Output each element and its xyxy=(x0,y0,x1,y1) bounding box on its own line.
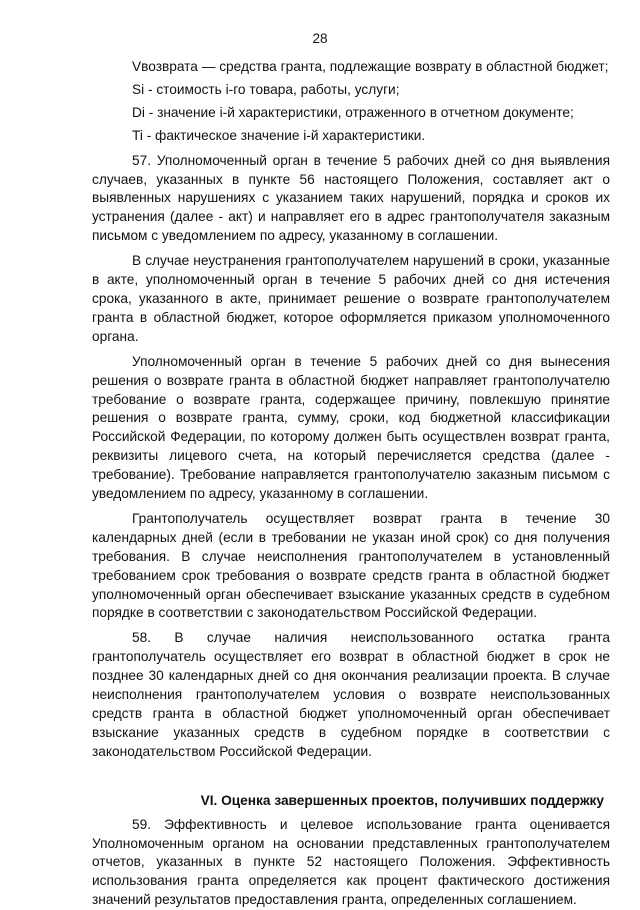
paragraph-requirement: Уполномоченный орган в течение 5 рабочих дней со дня вынесения решения о возврате гранта в областной бюджет направляет грантополучателю требование о возврате гранта, содержащее причину, повлекшую принятие решения о возврате гранта, сумму, сроки, код бюджетной классификации Российской Федерации, по которому должен быть осуществлен возврат гранта, реквизиты лицевого счета, на который перечисляется средства (далее - требование). Требование направляется грантополучателю заказным письмом с уведомлением по адресу, указанному в соглашении. xyxy=(92,353,610,502)
definition-di: Di - значение i-й характеристики, отраженного в отчетном документе; xyxy=(132,104,574,120)
section-heading: VI. Оценка завершенных проектов, получивших поддержку xyxy=(200,792,604,808)
paragraph-refund-term: Грантополучатель осуществляет возврат гранта в течение 30 календарных дней (если в требовании не указан иной срок) со дня получения требования. В случае неисполнения грантополучателем в установленный требованием срок требования о возврате средств гранта в областной бюджет уполномоченный орган обеспечивает взыскание указанных средств в судебном порядке в соответствии с законодательством Российской Федерации. xyxy=(92,510,610,621)
document-body xyxy=(92,58,610,910)
page-number: 28 xyxy=(312,31,328,46)
paragraph-58: 58. В случае наличия неиспользованного остатка гранта грантополучатель осуществляет его возврат в областной бюджет в срок не позднее 30 календарных дней со дня окончания реализации проекта. В случае неисполнения грантополучателем условия о возврате неиспользованных средств гранта в областной бюджет уполномоченный орган обеспечивает взыскание указанных средств в судебном порядке в соответствии с законодательством Российской Федерации. xyxy=(92,630,610,759)
paragraph-59: 59. Эффективность и целевое использование гранта оценивается Уполномоченным органом на основании представленных грантополучателем отчетов, указанных в пункте 52 настоящего Положения. Эффективность использования гранта определяется как процент фактического достижения значений результатов предоставления гранта, определенных соглашением. xyxy=(92,816,610,908)
paragraph-nonremedy: В случае неустранения грантополучателем нарушений в сроки, указанные в акте, уполномоченный орган в течение 5 рабочих дней со дня истечения срока, указанного в акте, принимает решение о возврате грантополучателем гранта в областной бюджет, которое оформляется приказом уполномоченного органа. xyxy=(92,253,610,344)
paragraph-57: 57. Уполномоченный орган в течение 5 рабочих дней со дня выявления случаев, указанных в пункте 56 настоящего Положения, составляет акт о выявленных нарушениях с указанием таких нарушений, порядка и сроков их устранения (далее - акт) и направляет его в адрес грантополучателя заказным письмом с уведомлением по адресу, указанному в соглашении. xyxy=(92,152,610,244)
definition-v-return: Vвозврата — средства гранта, подлежащие возврату в областной бюджет; xyxy=(132,59,609,74)
definition-ti: Ti - фактическое значение i-й характеристики. xyxy=(132,127,426,143)
definition-si: Si - стоимость i-го товара, работы, услуги; xyxy=(132,81,400,97)
